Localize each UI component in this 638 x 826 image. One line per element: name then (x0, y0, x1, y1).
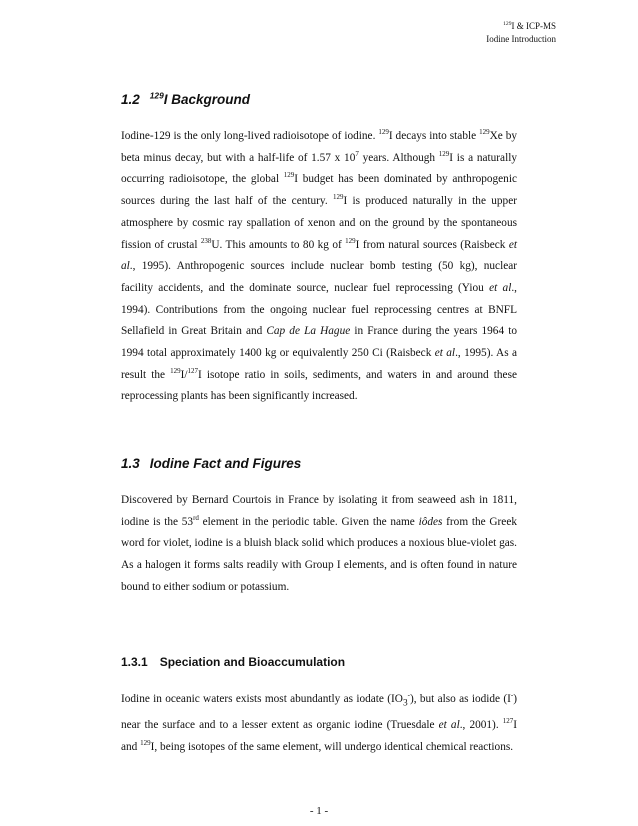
superscript: 129 (283, 171, 295, 180)
text-run: ., 1995). As a result the (121, 347, 517, 381)
running-header-line1: $^{129}$I & ICP-MS (503, 21, 556, 31)
text-run: ) near the surface and to a lesser extent as organic iodine (Truesdale (121, 693, 517, 731)
section-1-3-heading (121, 456, 301, 471)
section-number: 1.2 (121, 92, 140, 107)
running-header-line2: Iodine Introduction (486, 34, 556, 44)
text-run: I/ (180, 368, 188, 381)
text-run: Iodine-129 is the only long-lived radioisotope of iodine. (121, 130, 379, 142)
section-number: 1.3 (121, 456, 140, 471)
italic-text: et al (438, 718, 460, 731)
text-run: ), but also as iodide (I (409, 693, 511, 705)
superscript: 129 (332, 193, 344, 202)
section-1-3-1-heading (121, 655, 345, 669)
text-run: I is a naturally occurring radioisotope, the global (121, 151, 517, 186)
text-run: years. Although (358, 151, 439, 164)
italic-text: Cap de La Hague (266, 325, 351, 338)
superscript: 129 (378, 128, 389, 137)
section-title: Iodine Fact and Figures (149, 456, 302, 471)
superscript: 7 (355, 149, 359, 158)
text-run: in France during the years 1964 to 1994 total approximately 1400 kg or equivalently 250 Ci (Raisbeck (121, 325, 517, 360)
page-number: - 1 - (309, 805, 329, 817)
text-run: Xe by beta minus decay, but with a half-life of 1.57 x 10 (121, 130, 517, 164)
italic-text: iôdes (418, 515, 443, 528)
superscript: 129 (170, 366, 181, 375)
text-run: ., 2001). (459, 718, 503, 731)
superscript: 127 (502, 717, 514, 726)
section-title: Speciation and Bioaccumulation (159, 655, 346, 669)
superscript: 129 (438, 149, 450, 158)
text-run: from the Greek word for violet, iodine is a bluish black solid which produces a noxious blue-violet gas. As a halogen it forms salts readily with Group I elements, and is often found in nature bound to either sodium or potassium. (121, 515, 517, 593)
section-title: I Background (163, 92, 250, 107)
superscript: rd (193, 513, 199, 522)
text-run: I is produced naturally in the upper atmosphere by cosmic ray spallation of xenon and on the ground by the spontaneous fission of crustal (121, 195, 517, 251)
italic-text: et al (434, 347, 456, 360)
superscript: 129 (479, 128, 490, 137)
text-run: Iodine in oceanic waters exists most abundantly as iodate (IO (121, 693, 403, 705)
subscript: 3 (402, 698, 408, 709)
text-run: ., 1994). Contributions from the ongoing nuclear fuel reprocessing centres at BNFL Sellafield in Great Britain and (121, 281, 518, 338)
text-run: U. This amounts to 80 kg of (211, 238, 346, 251)
text-run: I, being isotopes of the same element, will undergo identical chemical reactions. (150, 740, 514, 753)
superscript: 238 (200, 236, 212, 245)
text-run: Discovered by Bernard Courtois in France by isolating it from seaweed ash in 1811, iodine is the 53 (121, 494, 517, 528)
text-run: I and (121, 718, 518, 753)
text-run: I decays into stable (388, 130, 480, 142)
text-run: ., 1995). Anthropogenic sources include nuclear bomb testing (50 kg), nuclear facility accidents, and the dominate source, nuclear fuel reprocessing (Yiou (121, 260, 517, 294)
italic-text: et al (489, 281, 512, 294)
running-header (486, 20, 556, 46)
text-run: I isotope ratio in soils, sediments, and waters in and around these reprocessing plants has been significantly increased. (121, 368, 517, 403)
section-1-2-heading: 1.2 $^{129}$I Background (121, 90, 250, 107)
superscript: 127 (187, 366, 198, 375)
text-run: I budget has been dominated by anthropogenic sources during the last half of the century. (121, 173, 517, 208)
section-1-3-1-paragraph (121, 689, 517, 758)
italic-text: et al (121, 238, 517, 273)
section-1-2-paragraph (121, 126, 517, 408)
superscript: 129 (345, 236, 356, 245)
section-1-3-paragraph (121, 490, 517, 599)
text-run: element in the periodic table. Given the name (198, 515, 419, 528)
superscript: - (407, 691, 410, 700)
superscript: 129 (140, 738, 151, 747)
text-run: I from natural sources (Raisbeck (355, 238, 509, 251)
section-number: 1.3.1 (121, 655, 148, 669)
superscript: - (510, 691, 514, 700)
